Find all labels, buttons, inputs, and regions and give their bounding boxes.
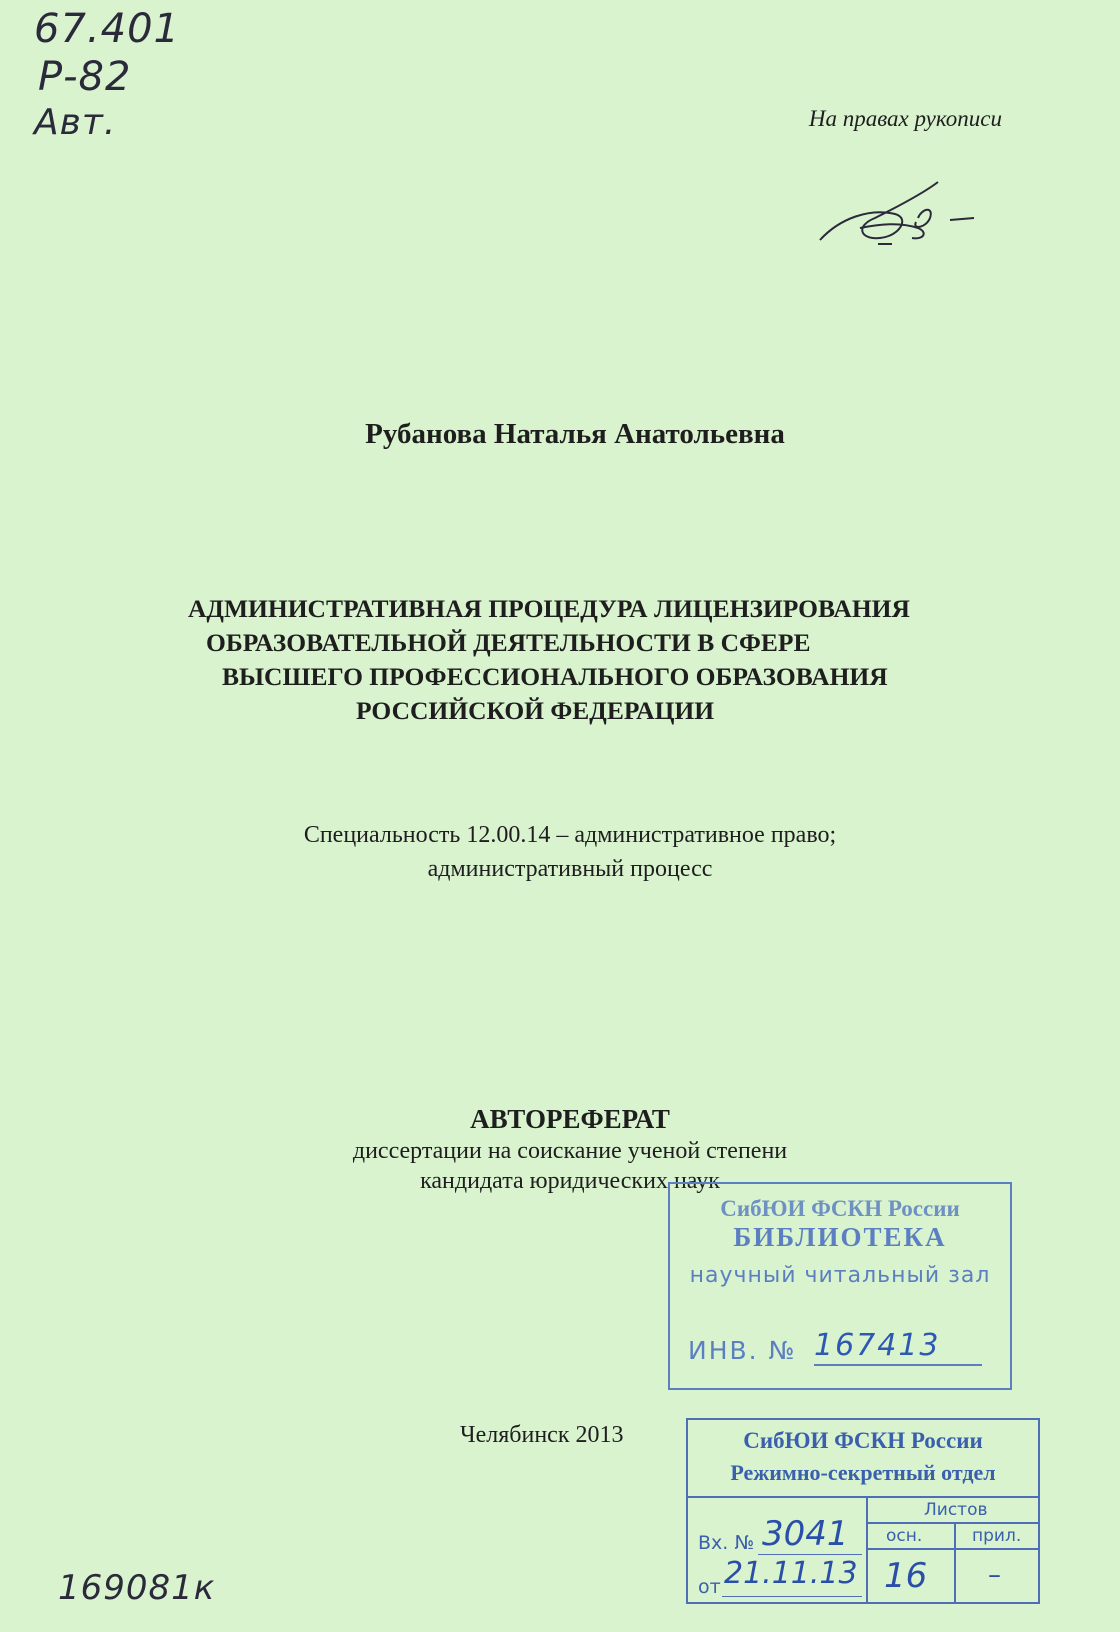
handwritten-call-number-line1: 67.401: [34, 6, 180, 52]
reg-date-value: 21.11.13: [724, 1556, 858, 1591]
specialty-line: Специальность 12.00.14 – административное право;: [303, 822, 837, 848]
reg-divider: [866, 1522, 1040, 1524]
library-stamp: [668, 1182, 1012, 1390]
specialty: [0, 818, 1120, 886]
abstract-line: кандидата юридических наук: [420, 1168, 720, 1194]
handwritten-call-number-line3: Авт.: [34, 102, 117, 143]
abstract-line: диссертации на соискание ученой степени: [352, 1138, 788, 1164]
reg-appendix-sheets-value: –: [988, 1560, 1001, 1590]
reg-sheets-label: Листов: [924, 1500, 988, 1520]
stamp-inventory-number: 167413: [814, 1328, 982, 1366]
reg-appendix-label: прил.: [972, 1526, 1022, 1546]
title-line: ВЫСШЕГО ПРОФЕССИОНАЛЬНОГО ОБРАЗОВАНИЯ: [222, 662, 888, 691]
reg-divider: [866, 1496, 868, 1604]
reg-divider: [688, 1496, 1038, 1498]
specialty-line: административный процесс: [427, 856, 713, 882]
abstract-label: АВТОРЕФЕРАТ: [470, 1104, 670, 1134]
stamp-inventory-label: ИНВ. №: [688, 1336, 797, 1365]
reg-department: Режимно-секретный отдел: [730, 1460, 996, 1485]
title-line: ОБРАЗОВАТЕЛЬНОЙ ДЕЯТЕЛЬНОСТИ В СФЕРЕ: [206, 628, 811, 657]
stamp-reading-room: научный читальный зал: [689, 1263, 991, 1288]
handwritten-call-number-line2: Р-82: [38, 54, 132, 100]
signature-icon: [800, 178, 1020, 258]
city-year: Челябинск 2013: [460, 1422, 624, 1448]
reg-divider: [866, 1548, 1040, 1550]
stamp-library: БИБЛИОТЕКА: [733, 1222, 947, 1252]
reg-underline: [722, 1596, 862, 1597]
registration-stamp: [686, 1418, 1040, 1604]
reg-divider: [954, 1522, 956, 1604]
reg-institution: СибЮИ ФСКН России: [743, 1428, 983, 1453]
title-line: АДМИНИСТРАТИВНАЯ ПРОЦЕДУРА ЛИЦЕНЗИРОВАНИЯ: [188, 594, 910, 623]
reg-main-sheets-value: 16: [884, 1556, 928, 1596]
title-line: РОССИЙСКОЙ ФЕДЕРАЦИИ: [356, 696, 715, 725]
reg-main-label: осн.: [886, 1526, 923, 1546]
reg-underline: [758, 1554, 862, 1555]
author-name: Рубанова Наталья Анатольевна: [365, 418, 785, 450]
reg-in-no-label: Вх. №: [698, 1532, 755, 1554]
reg-date-label: от: [698, 1576, 721, 1598]
rights-notice: На правах рукописи: [808, 106, 1002, 131]
reg-in-no-value: 3041: [762, 1514, 849, 1554]
stamp-institution: СибЮИ ФСКН России: [720, 1196, 960, 1221]
handwritten-bottom-code: 169081к: [58, 1568, 216, 1608]
